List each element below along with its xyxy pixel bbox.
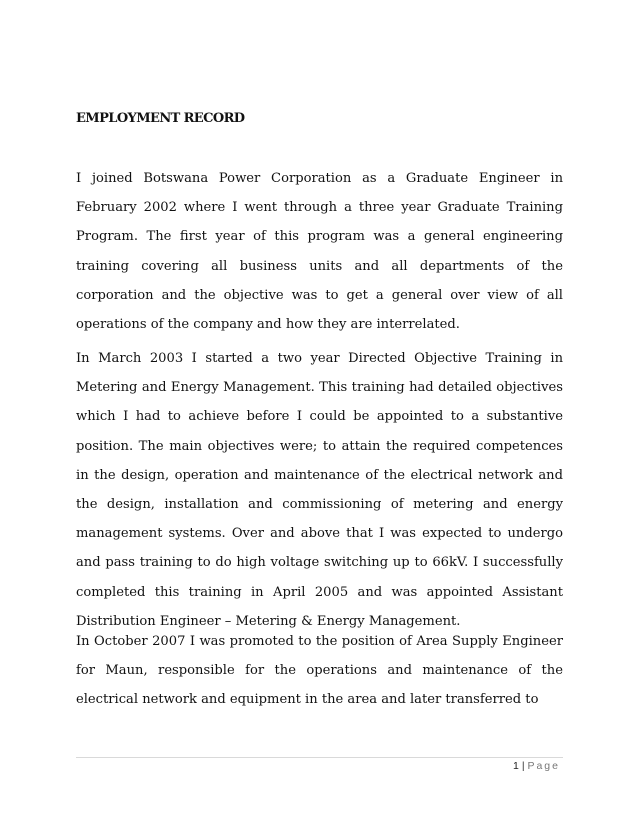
paragraph-graduate-program: I joined Botswana Power Corporation as a Graduate Engineer in February 2002 where I went through a three year Graduate Training Program. The first year of this program was a general engineering training covering all business units and all departments of the corporation and the objective was to get a general over view of all operations of the company and how they are interrelated. — [76, 171, 563, 333]
paragraph-directed-training: In March 2003 I started a two year Directed Objective Training in Metering and Energy Management. This training had detailed objectives which I had to achieve before I could be appointed to a substantive position. The main objectives were; to attain the required competences in the design, operation and maintenance of the electrical network and the design, installation and commissioning of metering and energy management systems. Over and above that I was expected to undergo and pass training to do high voltage switching up to 66kV. I successfully completed this training in April 2005 and was appointed Assistant Distribution Engineer – Metering & Energy Management. — [76, 351, 563, 629]
paragraph-promotion: In October 2007 I was promoted to the position of Area Supply Engineer for Maun, responsible for the operations and maintenance of the electrical network and equipment in the area and later transferred to — [76, 634, 563, 708]
section-heading: EMPLOYMENT RECORD — [76, 111, 245, 126]
footer-divider — [76, 757, 563, 758]
page-label: Page — [527, 760, 560, 772]
page-number: 1 — [513, 760, 519, 772]
page-footer — [513, 760, 560, 772]
footer-separator: | — [521, 760, 525, 772]
